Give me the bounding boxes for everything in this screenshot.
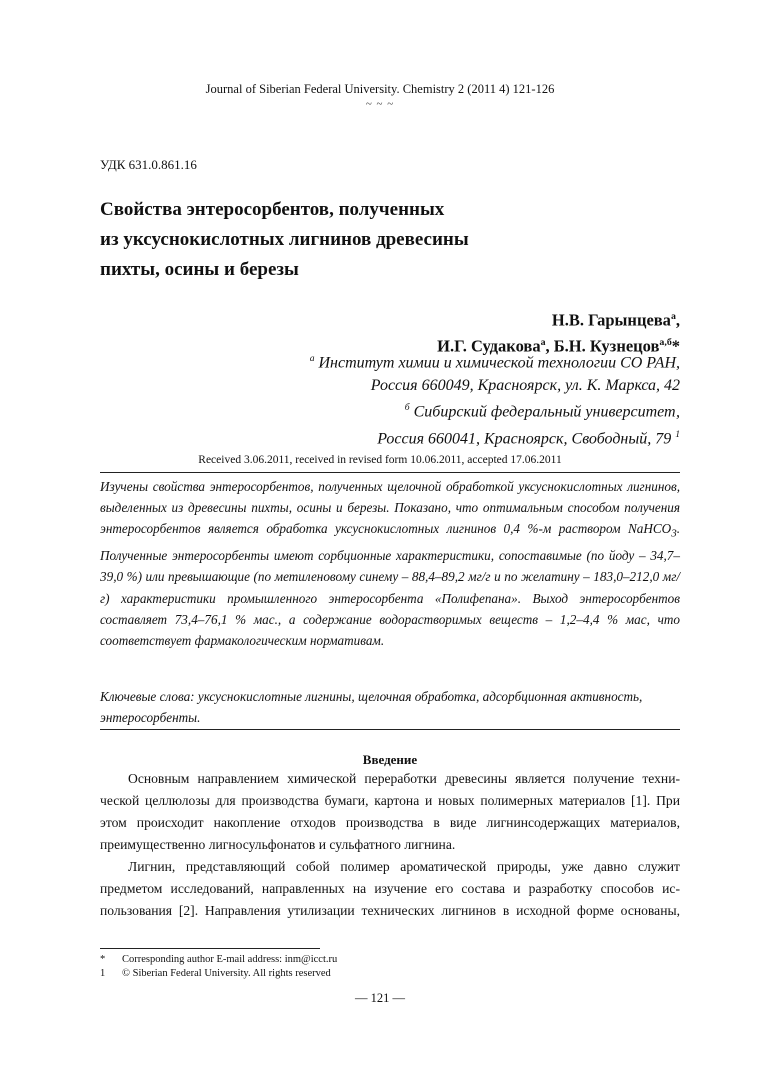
affiliation-sup: 1 xyxy=(675,429,680,441)
affiliation-text: Институт химии и химической технологии СО РАН, xyxy=(314,354,680,372)
affiliation-text: Россия 660049, Красноярск, ул. К. Маркса, 42 xyxy=(370,376,680,394)
abstract-text: Изучены свойства энтеросорбентов, полученных щелочной обработкой уксуснокислотных лигнинов, выделенных из древесины пихты, осины и березы. Показано, что оптимальным способом получения энтеросорбентов является обработка уксуснокислотных лигнинов 0,4 %-м раствором NaHCO xyxy=(100,479,680,537)
affiliations xyxy=(310,348,680,451)
corresponding-mark: * xyxy=(671,336,680,355)
text-line: преимущественно лигносульфонатов и сульфатного лигнина. xyxy=(100,837,456,852)
header-ornament: ~ ~ ~ xyxy=(365,98,395,110)
affiliation-line xyxy=(310,375,680,398)
text-line: этом происходит накопление отходов производства в виде лигнинсодержащих материалов, xyxy=(100,815,680,830)
author-line xyxy=(437,306,680,332)
author-sup: а xyxy=(540,336,546,348)
abstract-bottom-rule xyxy=(100,729,680,730)
text-line: Основным направлением химической переработки древесины является получение техни- xyxy=(128,771,680,786)
footnote-text: Corresponding author E-mail address: inm@icct.ru xyxy=(122,954,338,965)
affiliation-line xyxy=(310,397,680,424)
author-punct: , xyxy=(675,310,680,330)
text-line: Лигнин, представляющий собой полимер ароматической природы, уже давно служит xyxy=(128,859,680,874)
abstract-top-rule xyxy=(100,472,680,473)
keywords: Ключевые слова: уксуснокислотные лигнины, щелочная обработка, адсорбционная активность, энтеросорбенты. xyxy=(100,689,643,726)
page-number: — 121 — xyxy=(355,991,405,1005)
author-sup: а xyxy=(670,311,676,322)
abstract-text: . Полученные энтеросорбенты имеют сорбционные характеристики, сопоставимые (по йоду – 34,7–39,0 %) или превышающие (по метиленовому синему – 88,4–89,2 мг/г и по желатину – 183,0–212,0 мг/г) характеристики промышленного энтеросорбента «Полифепана». Выход энтеросорбентов составляет 73,4–76,1 % мас., а содержание водорастворимых веществ – 1,2–4,4 % мас, что соответствует фармакологическим нормативам. xyxy=(100,521,680,649)
udc-code: УДК 631.0.861.16 xyxy=(100,157,197,172)
footnote-text: © Siberian Federal University. All rights reserved xyxy=(122,968,331,979)
paragraph xyxy=(100,768,680,856)
affiliation-sup: а xyxy=(309,353,315,364)
footnote-mark: 1 xyxy=(100,968,106,979)
affiliation-sup: б xyxy=(404,402,410,414)
affiliation-text: Россия 660041, Красноярск, Свободный, 79 xyxy=(377,430,676,448)
footnote xyxy=(100,967,331,980)
abstract xyxy=(100,476,680,651)
author-name: , Б.Н. Кузнецов xyxy=(545,336,660,355)
affiliation-text: Сибирский федеральный университет, xyxy=(409,403,680,421)
author-name: И.Г. Судакова xyxy=(437,336,541,355)
text-line: предметом исследований, направленных на изучение его состава и разработку способов ис- xyxy=(100,881,680,896)
paragraph xyxy=(100,856,680,922)
section-heading: Введение xyxy=(362,752,418,767)
affiliation-line xyxy=(310,424,680,451)
text-line: пользования [2]. Направления утилизации технических лигнинов в исходной форме основаны, xyxy=(100,903,680,918)
footnote-rule xyxy=(100,948,320,949)
affiliation-line xyxy=(310,348,680,375)
journal-header: Journal of Siberian Federal University. Chemistry 2 (2011 4) 121-126 xyxy=(205,82,555,96)
footnote-mark: * xyxy=(100,954,106,965)
author-sup: а,б xyxy=(659,336,672,348)
author-name: Н.В. Гарынцева xyxy=(551,310,671,330)
title-line: Свойства энтеросорбентов, полученных xyxy=(100,199,445,220)
received-dates: Received 3.06.2011, received in revised form 10.06.2011, accepted 17.06.2011 xyxy=(198,454,562,466)
title-line: из уксуснокислотных лигнинов древесины xyxy=(100,229,469,250)
article-title xyxy=(100,195,600,285)
text-line: ческой целлюлозы для производства бумаги, картона и новых полимерных материалов [1]. При xyxy=(100,793,680,808)
abstract-subscript: 3 xyxy=(671,528,677,541)
footnote xyxy=(100,953,337,966)
title-line: пихты, осины и березы xyxy=(100,259,299,280)
